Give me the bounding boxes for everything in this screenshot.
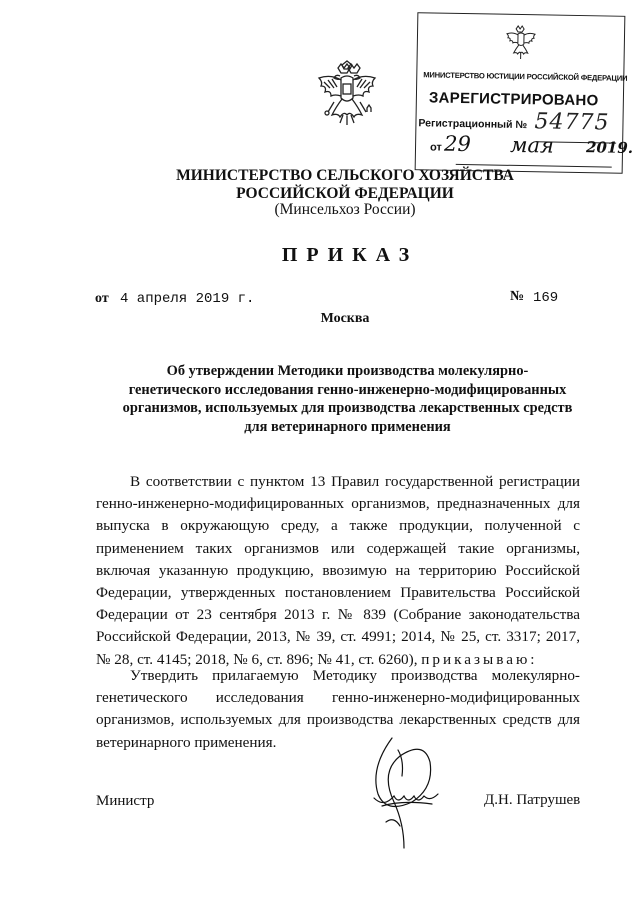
stamp-registered: ЗАРЕГИСТРИРОВАНО (428, 89, 599, 110)
order-number-label: № (510, 289, 525, 304)
stamp-reg-number: 54775 (534, 109, 610, 136)
stamp-ministry: МИНИСТЕРСТВО ЮСТИЦИИ РОССИЙСКОЙ ФЕДЕРАЦИИ (423, 70, 628, 83)
paragraph-1-text: В соответствии с пунктом 13 Правил государственной регистрации генно-инженерно-модифицированных организмов, предназначенных для выпуска в окружающую среду, а также продукции, полученной с применением таких организмов или содержащей такие организмы, включая указанную продукцию, ввозимую на территорию Российской Федерации, утвержденных постановлением Правительства Российской Федерации от 23 сентября 2013 г. № 839 (Собрание законодательства Российской Федерации, 2013, № 39, ст. 4991; 2014, № 25, ст. 3317; 2017, № 28, ст. 4145; 2018, № 6, ст. 896; № 41, ст. 6260), (96, 473, 580, 668)
ministry-name-line2: РОССИЙСКОЙ ФЕДЕРАЦИИ (236, 185, 454, 202)
stamp-date-day: 29 (443, 131, 472, 157)
order-number: 169 (533, 290, 559, 306)
coat-of-arms-icon (312, 60, 382, 130)
body-paragraph-2: Утвердить прилагаемую Методику производства молекулярно-генетического исследования генно-инженерно-модифицированных организмов, используемых для производства лекарственных средств для ветеринарного применения. (96, 667, 580, 751)
order-date: 4 апреля 2019 г. (120, 291, 255, 307)
order-word: приказываю: (421, 650, 538, 668)
stamp-date-month: мая (509, 132, 555, 158)
document-title-line: организмов, используемых для производства лекарственных средств (122, 400, 573, 417)
city: Москва (320, 311, 370, 326)
body-paragraph-1 (96, 471, 580, 671)
stamp-date-year: 2019. (585, 138, 634, 157)
stamp-reg-label: Регистрационный № (418, 117, 528, 132)
document-title-line: Об утверждении Методики производства молекулярно- (166, 363, 529, 379)
document-title (120, 362, 575, 436)
signer-name: Д.Н. Патрушев (484, 792, 581, 808)
stamp-emblem-icon (504, 25, 539, 62)
handwritten-signature (352, 732, 462, 852)
signer-title: Министр (96, 793, 155, 809)
order-title: ПРИКАЗ (281, 244, 419, 266)
document-title-line: генетического исследования генно-инженерно-модифицированных (128, 381, 567, 398)
ministry-short-name: (Минсельхоз России) (274, 201, 416, 218)
order-date-label: от (95, 291, 109, 306)
registration-stamp (415, 12, 634, 174)
ministry-name-line1: МИНИСТЕРСТВО СЕЛЬСКОГО ХОЗЯЙСТВА (176, 167, 514, 184)
stamp-date (443, 131, 634, 158)
stamp-date-label: от (429, 141, 442, 154)
document-title-line: для ветеринарного применения (244, 418, 451, 435)
